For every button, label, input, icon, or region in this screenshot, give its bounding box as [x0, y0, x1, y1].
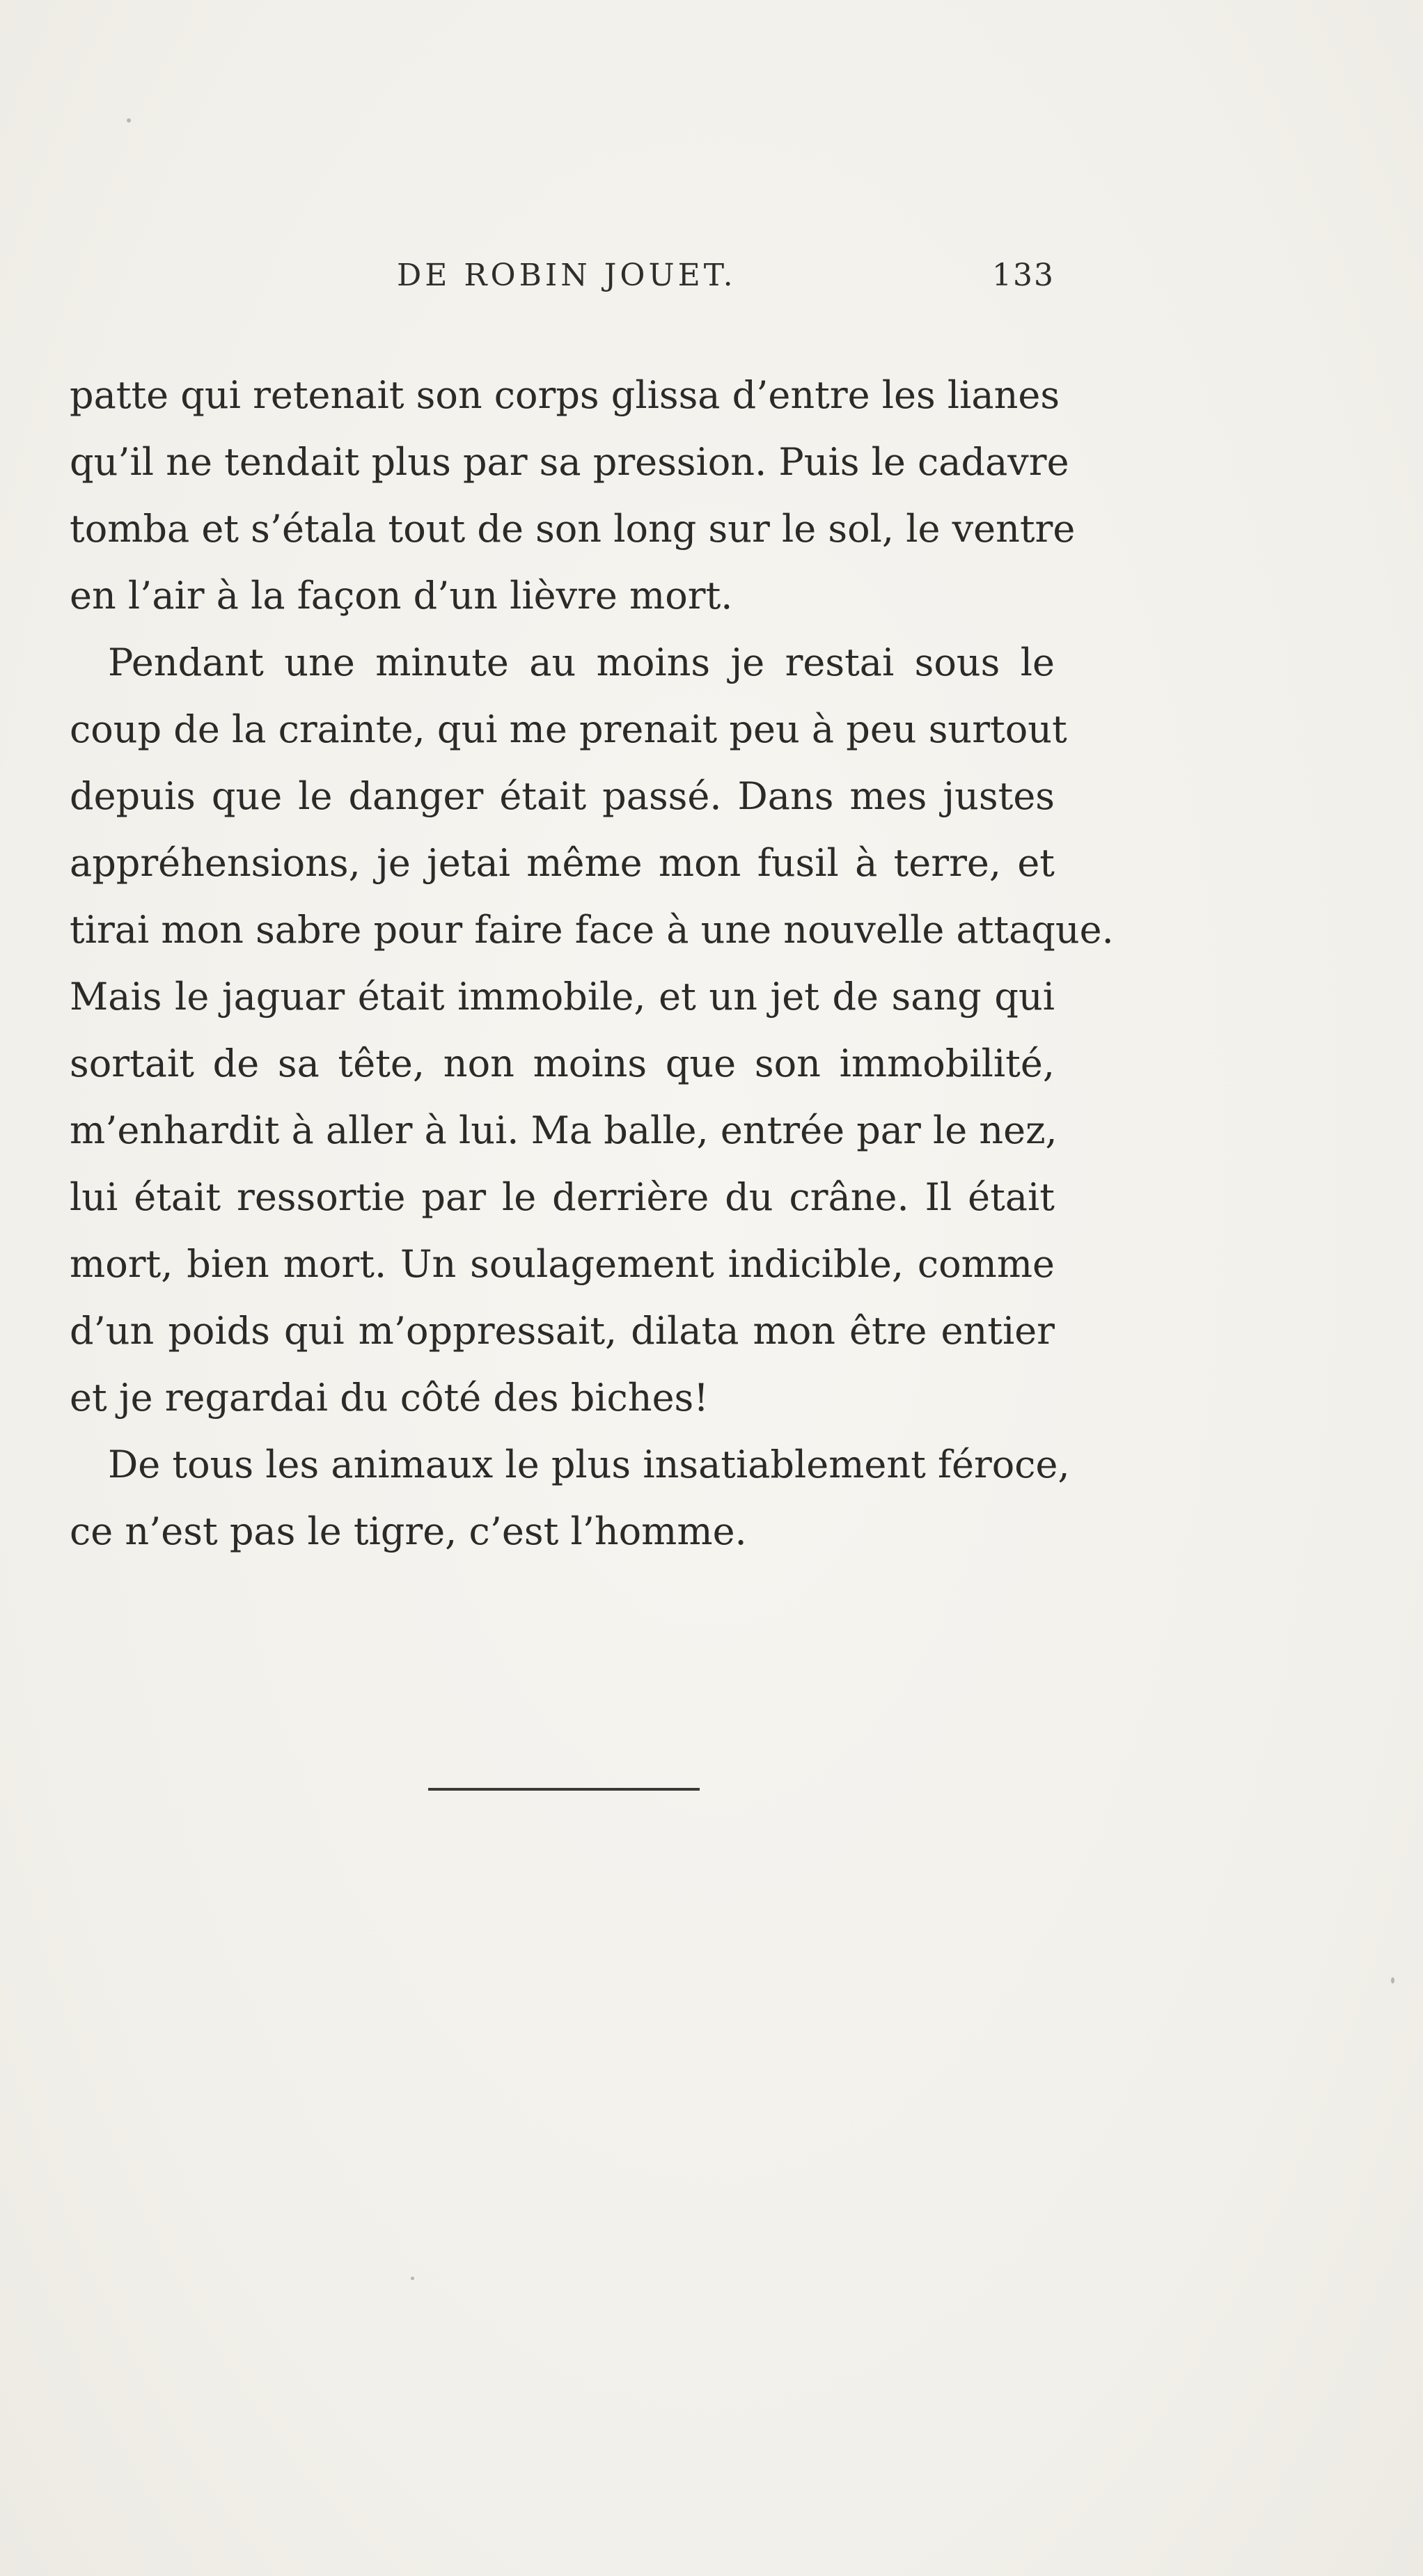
running-head [70, 258, 1055, 306]
text-line: coup de la crainte, qui me prenait peu à peu surtout [70, 707, 1067, 751]
text-line: Mais le jaguar était immobile, et un jet de sang qui [70, 975, 1055, 1019]
text-line: ce n’est pas le tigre, c’est l’homme. [70, 1509, 747, 1553]
paragraph-first-line: Pendant une minute au moins je restai sous le [108, 641, 1055, 684]
text-line: et je regardai du côté des biches! [70, 1376, 709, 1420]
text-line: mort, bien mort. Un soulagement indicible, comme [70, 1242, 1055, 1286]
text-line: en l’air à la façon d’un lièvre mort. [70, 574, 733, 618]
text-line: sortait de sa tête, non moins que son immobilité, [70, 1042, 1055, 1085]
paper-speck [127, 118, 131, 123]
body-text [70, 362, 1114, 1565]
text-line: tirai mon sabre pour faire face à une nouvelle attaque. [70, 908, 1114, 952]
text-line: appréhensions, je jetai même mon fusil à terre, et [70, 841, 1055, 885]
text-line: patte qui retenait son corps glissa d’entre les lianes [70, 373, 1060, 417]
text-line: depuis que le danger était passé. Dans mes justes [70, 774, 1055, 818]
page-number: 133 [992, 258, 1055, 293]
paragraph-first-line: De tous les animaux le plus insatiablement féroce, [108, 1443, 1070, 1486]
end-rule [428, 1788, 700, 1791]
paper-speck [411, 2277, 414, 2280]
text-line: d’un poids qui m’oppressait, dilata mon être entier [70, 1309, 1055, 1353]
text-line: tomba et s’étala tout de son long sur le sol, le ventre [70, 507, 1076, 551]
text-line: m’enhardit à aller à lui. Ma balle, entrée par le nez, [70, 1108, 1058, 1152]
paper-speck [1391, 1977, 1394, 1984]
text-line: qu’il ne tendait plus par sa pression. Puis le cadavre [70, 440, 1069, 484]
text-line: lui était ressortie par le derrière du crâne. Il était [70, 1175, 1055, 1219]
running-title: DE ROBIN JOUET. [397, 258, 737, 293]
